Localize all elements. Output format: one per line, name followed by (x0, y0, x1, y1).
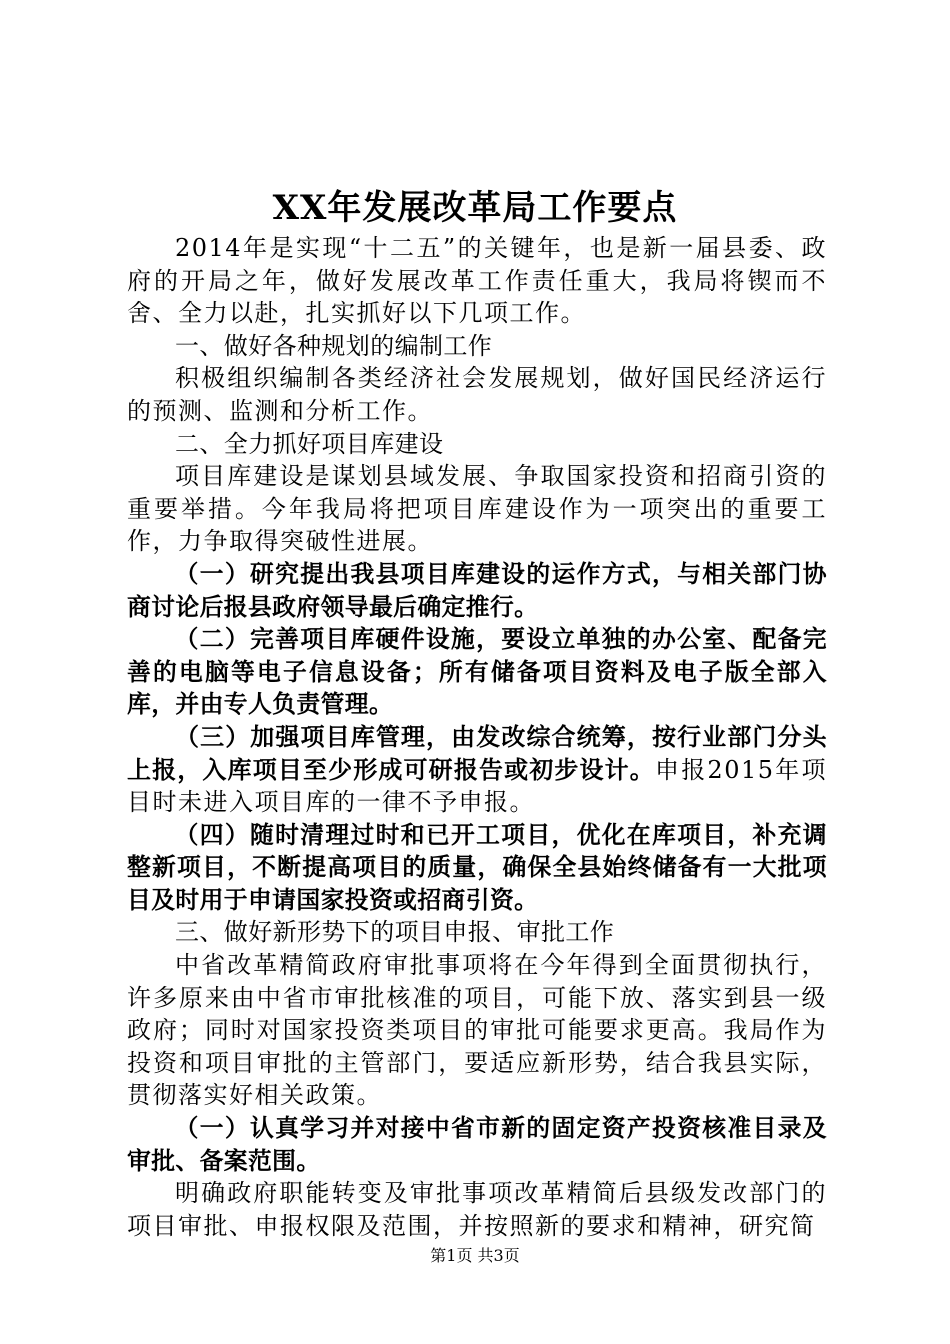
section-2-item-3-bold: （三）加强项目库管理，由发改综合统筹，按行业部门分头上报，入库项目至少形成可研报告或初步设计。 (127, 722, 827, 784)
section-2-paragraph: 项目库建设是谋划县域发展、争取国家投资和招商引资的重要举措。今年我局将把项目库建设作为一项突出的重要工作，力争取得突破性进展。 (127, 462, 827, 556)
section-3-item-1-paragraph: 明确政府职能转变及审批事项改革精简后县级发改部门的项目审批、申报权限及范围，并按照新的要求和精神，研究简 (127, 1179, 827, 1240)
section-2-item-3-plain: 申报2015年项目时未进入项目库的一律不予申报。 (127, 755, 827, 817)
document-title: XX年发展改革局工作要点 (272, 188, 678, 228)
section-heading-3: 三、做好新形势下的项目申报、审批工作 (175, 918, 615, 947)
section-3-paragraph: 中省改革精简政府审批事项将在今年得到全面贯彻执行，许多原来由中省市审批核准的项目，可能下放、落实到县一级政府；同时对国家投资类项目的审批可能要求更高。我局作为投资和项目审批的主管部门，要适应新形势，结合我县实际，贯彻落实好相关政策。 (127, 951, 827, 1110)
section-heading-2: 二、全力抓好项目库建设 (175, 429, 444, 458)
section-1-paragraph: 积极组织编制各类经济社会发展规划，做好国民经济运行的预测、监测和分析工作。 (127, 364, 827, 425)
section-3-item-1: （一）认真学习并对接中省市新的固定资产投资核准目录及审批、备案范围。 (127, 1114, 827, 1175)
intro-paragraph: 2014年是实现“十二五”的关键年，也是新一届县委、政府的开局之年，做好发展改革工作责任重大，我局将锲而不舍、全力以赴，扎实抓好以下几项工作。 (127, 234, 827, 328)
section-2-item-3 (127, 721, 827, 819)
page-footer: 第1页 共3页 (430, 1246, 520, 1265)
section-2-item-4: （四）随时清理过时和已开工项目，优化在库项目，补充调整新项目，不断提高项目的质量，确保全县始终储备有一大批项目及时用于申请国家投资或招商引资。 (127, 820, 827, 914)
section-2-item-2: （二）完善项目库硬件设施，要设立单独的办公室、配备完善的电脑等电子信息设备；所有储备项目资料及电子版全部入库，并由专人负责管理。 (127, 625, 827, 719)
section-2-item-1: （一）研究提出我县项目库建设的运作方式，与相关部门协商讨论后报县政府领导最后确定推行。 (127, 559, 827, 621)
document-body (127, 232, 827, 1242)
section-heading-1: 一、做好各种规划的编制工作 (175, 331, 493, 360)
